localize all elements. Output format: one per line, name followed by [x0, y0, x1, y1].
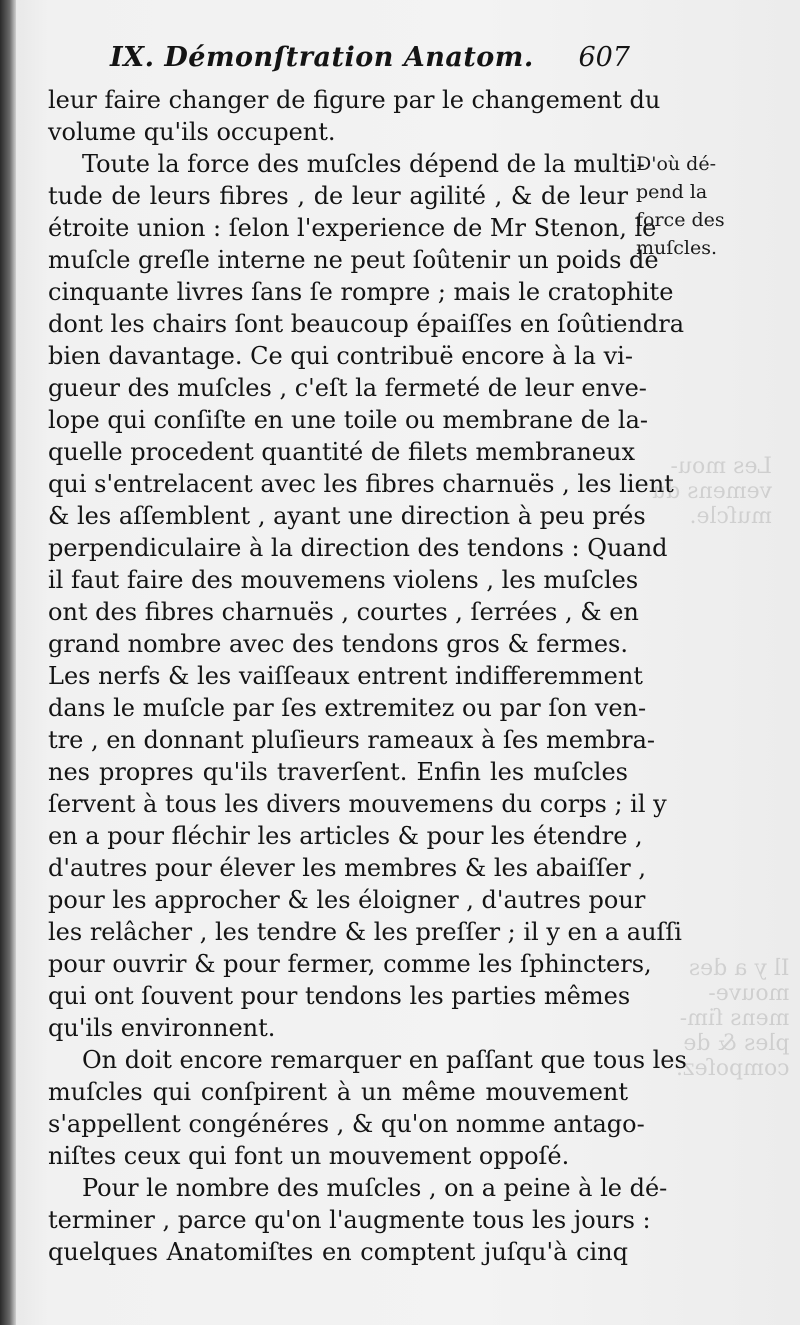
margin-note-line: muſcles.: [636, 237, 718, 259]
text-line: quelle procedent quantité de filets membraneux: [48, 438, 636, 466]
show-through-line: Les mou-: [670, 454, 773, 479]
running-header: [110, 42, 630, 82]
text-line: grand nombre avec des tendons gros & fermes.: [48, 630, 628, 658]
show-through-line: mouve-: [708, 981, 790, 1006]
text-line: muſcle greſle interne ne peut ſoûtenir un poids de: [48, 246, 659, 274]
show-through-line: muſcle.: [689, 504, 773, 529]
text-line: On doit encore remarquer en paſſant que tous les: [82, 1046, 687, 1074]
text-line: terminer , parce qu'on l'augmente tous les jours :: [48, 1206, 651, 1234]
text-line: perpendiculaire à la direction des tendons : Quand: [48, 534, 668, 562]
show-through-line: ples & de: [683, 1031, 790, 1056]
text-line: il faut faire des mouvemens violens , les muſcles: [48, 566, 639, 594]
text-line: gueur des muſcles , c'eſt la fermeté de leur enve-: [48, 374, 647, 402]
text-line: tre , en donnant pluſieurs rameaux à ſes membra-: [48, 726, 656, 754]
text-line: qu'ils environnent.: [48, 1014, 276, 1042]
text-line: Toute la force des muſcles dépend de la multi-: [82, 150, 645, 178]
show-through-line: Il y a des: [688, 956, 790, 981]
text-line: étroite union : ſelon l'experience de Mr Stenon, le: [48, 214, 657, 242]
show-through-line: compoſez.: [676, 1056, 790, 1081]
running-title: IX. Démonſtration Anatom.: [110, 42, 534, 73]
page-number: 607: [578, 42, 630, 73]
text-line: leur faire changer de figure par le changement du: [48, 86, 661, 114]
text-line: Pour le nombre des muſcles , on a peine à le dé-: [82, 1174, 668, 1202]
text-line: qui ont ſouvent pour tendons les parties mêmes: [48, 982, 631, 1010]
text-line: ſervent à tous les divers mouvemens du corps ; il y: [48, 790, 667, 818]
text-line: tude de leurs fibres , de leur agilité , & de leur: [48, 182, 628, 210]
text-line: cinquante livres ſans ſe rompre ; mais le cratophite: [48, 278, 674, 306]
text-line: dans le muſcle par ſes extremitez ou par ſon ven-: [48, 694, 647, 722]
text-line: pour les approcher & les éloigner , d'autres pour: [48, 886, 646, 914]
text-line: Les nerfs & les vaiſſeaux entrent indifferemment: [48, 662, 643, 690]
text-line: bien davantage. Ce qui contribuë encore à la vi-: [48, 342, 633, 370]
text-line: & les aſſemblent , ayant une direction à peu prés: [48, 502, 646, 530]
text-line: en a pour fléchir les articles & pour les étendre ,: [48, 822, 643, 850]
book-spine-shadow: [0, 0, 16, 1325]
text-line: lope qui conſiſte en une toile ou membrane de la-: [48, 406, 648, 434]
show-through-line: mens ſim-: [679, 1006, 790, 1031]
text-line: ont des fibres charnuës , courtes , ſerrées , & en: [48, 598, 639, 626]
text-line: dont les chairs ſont beaucoup épaiſſes en ſoûtiendra: [48, 310, 685, 338]
show-through-line: vemens du: [652, 479, 773, 504]
margin-note: [636, 150, 796, 262]
text-line: quelques Anatomiſtes en comptent juſqu'à cinq: [48, 1238, 628, 1266]
text-line: pour ouvrir & pour fermer, comme les ſphincters,: [48, 950, 652, 978]
text-line: les relâcher , les tendre & les preſſer ; il y en a auſſi: [48, 918, 682, 946]
margin-note-line: pend la: [636, 181, 708, 203]
text-line: nes propres qu'ils traverſent. Enfin les muſcles: [48, 758, 628, 786]
text-line: d'autres pour élever les membres & les abaiſſer ,: [48, 854, 647, 882]
text-line: volume qu'ils occupent.: [48, 118, 336, 146]
margin-note-line: force des: [636, 209, 725, 231]
text-line: qui s'entrelacent avec les fibres charnuës , les lient: [48, 470, 674, 498]
text-line: niſtes ceux qui font un mouvement oppoſé.: [48, 1142, 570, 1170]
show-through-note-2: [676, 956, 790, 1081]
text-line: muſcles qui conſpirent à un même mouvement: [48, 1078, 628, 1106]
margin-note-line: D'où dé-: [636, 153, 716, 175]
text-line: s'appellent congénéres , & qu'on nomme antago-: [48, 1110, 645, 1138]
